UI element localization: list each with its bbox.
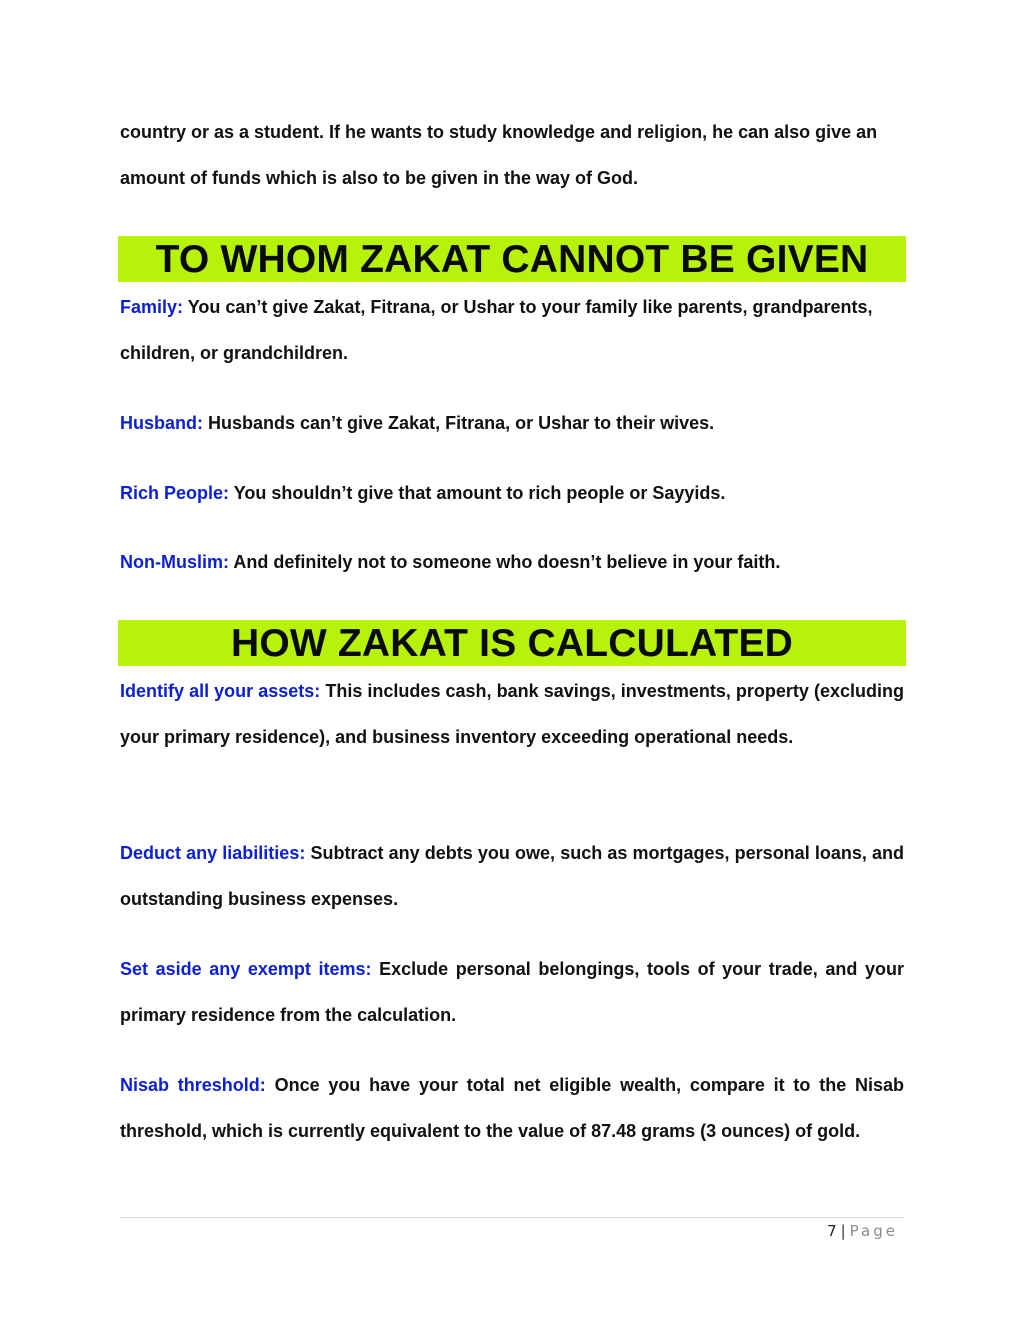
item-label: Non-Muslim: (120, 552, 229, 572)
document-page (120, 0, 904, 1325)
item-label: Family: (120, 297, 184, 317)
item-deduct-liabilities (120, 830, 904, 922)
item-label: Rich People: (120, 483, 230, 503)
intro-paragraph (120, 109, 904, 201)
section-heading-cannot-give: TO WHOM ZAKAT CANNOT BE GIVEN (118, 236, 906, 282)
item-nisab-threshold (120, 1062, 904, 1154)
item-rich-people (120, 470, 904, 516)
page-footer (827, 1222, 898, 1240)
item-text: You shouldn’t give that amount to rich people or Sayyids. (233, 483, 726, 503)
item-husband (120, 400, 904, 446)
item-non-muslim (120, 539, 904, 585)
item-label: Nisab threshold: (120, 1075, 266, 1095)
item-label: Set aside any exempt items: (120, 959, 372, 979)
item-text: Subtract any debts you owe, such as mortgages, personal loans, and outstanding business expenses. (120, 843, 904, 909)
item-label: Deduct any liabilities: (120, 843, 306, 863)
item-label: Husband: (120, 413, 203, 433)
page-word: Page (849, 1222, 898, 1240)
footer-divider (120, 1217, 904, 1218)
item-text: You can’t give Zakat, Fitrana, or Ushar to your family like parents, grandparents, children, or grandchildren. (120, 297, 873, 363)
page-number: 7 (827, 1222, 837, 1240)
item-identify-assets (120, 668, 904, 760)
item-text: Once you have your total net eligible wealth, compare it to the Nisab threshold, which is currently equivalent to the value of 87.48 grams (3 ounces) of gold. (120, 1075, 904, 1141)
item-label: Identify all your assets: (120, 681, 321, 701)
item-text: Husbands can’t give Zakat, Fitrana, or Ushar to their wives. (208, 413, 715, 433)
section-heading-calculation: HOW ZAKAT IS CALCULATED (118, 620, 906, 666)
item-text: Exclude personal belongings, tools of your trade, and your primary residence from the calculation. (120, 959, 904, 1025)
intro-text: country or as a student. If he wants to study knowledge and religion, he can also give an amount of funds which is also to be given in the way of God. (120, 122, 878, 188)
item-text: And definitely not to someone who doesn’t believe in your faith. (233, 552, 781, 572)
page-separator: | (840, 1222, 846, 1240)
item-exempt-items (120, 946, 904, 1038)
item-text: This includes cash, bank savings, investments, property (excluding your primary residence), and business inventory exceeding operational needs. (120, 681, 904, 747)
item-family (120, 284, 904, 376)
